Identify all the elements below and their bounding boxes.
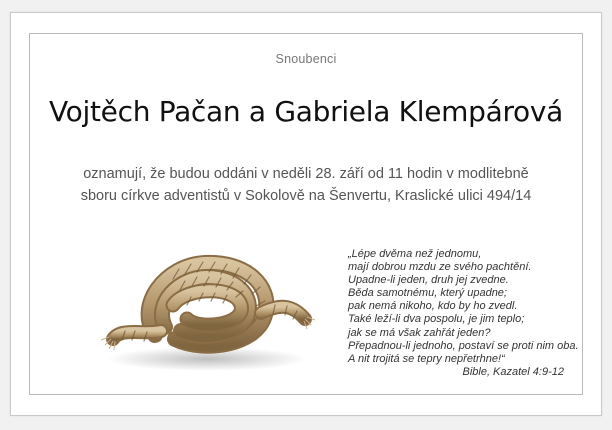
- verse-reference: Bible, Kazatel 4:9-12: [462, 365, 564, 378]
- wedding-announcement: [11, 163, 601, 207]
- announcement-card: [10, 12, 602, 416]
- verse-line: Upadne-li jeden, druh jej zvedne.: [348, 274, 509, 287]
- verse-line: A nit trojitá se tepry nepřetrhne!“: [348, 352, 505, 365]
- announcement-line-2: sboru církve adventistů v Sokolově na Šenvertu, Kraslické ulici 494/14: [80, 188, 532, 204]
- rope-knot-image: [95, 235, 319, 373]
- announcement-line-1: oznamují, že budou oddáni v neděli 28. září od 11 hodin v modlitebně: [83, 166, 529, 182]
- verse-line: jak se má však zahřát jeden?: [348, 326, 491, 339]
- couple-names-title: Vojtěch Pačan a Gabriela Klempárová: [49, 95, 563, 128]
- verse-line: Také leží-li dva pospolu, je jim teplo;: [348, 313, 525, 326]
- verse-line: mají dobrou mzdu ze svého pachtění.: [348, 261, 532, 274]
- card-label: Snoubenci: [275, 52, 337, 66]
- verse-line: Běda samotnému, který upadne;: [348, 287, 507, 300]
- verse-line: Přepadnou-li jednoho, postaví se proti nim oba.: [348, 339, 579, 352]
- bible-verse: [348, 248, 579, 379]
- verse-line: pak nemá nikoho, kdo by ho zvedl.: [348, 300, 518, 313]
- verse-line: „Lépe dvěma než jednomu,: [348, 248, 482, 260]
